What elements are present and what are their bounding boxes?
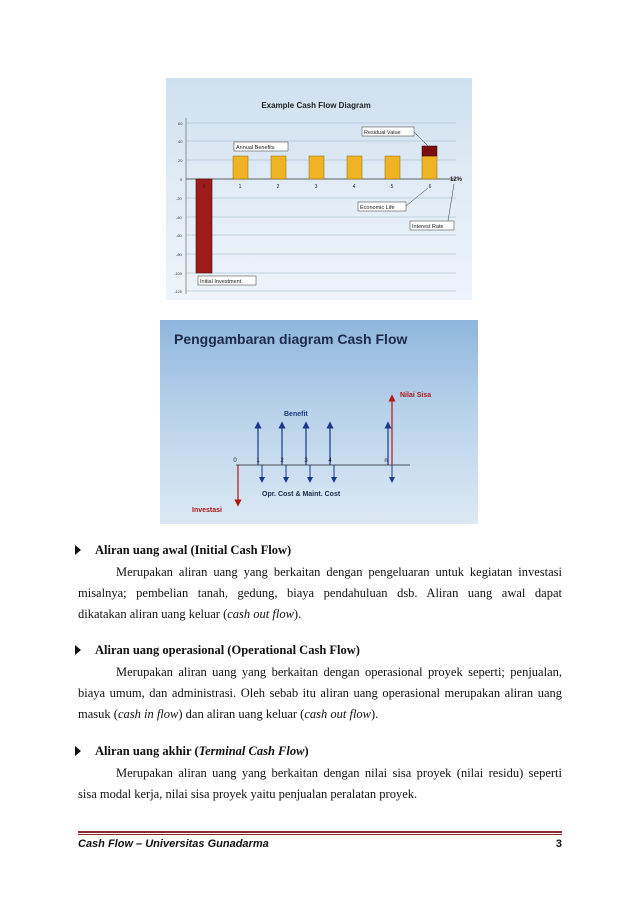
x-tick: 5 xyxy=(390,184,394,190)
bullet-arrow-icon xyxy=(75,746,81,756)
example-cash-flow-figure xyxy=(166,78,472,300)
benefit-bar-6 xyxy=(422,156,437,179)
section-heading-initial xyxy=(95,543,291,558)
footer-rule xyxy=(78,831,562,833)
y-tick: -60 xyxy=(176,233,182,238)
axis-tick: 3 xyxy=(304,458,308,464)
footer-rule-thin xyxy=(78,834,562,835)
section-heading-operational xyxy=(95,643,360,658)
para-line: Merupakan aliran uang yang berkaitan dengan nilai sisa proyek (nilai residu) seperti xyxy=(116,766,562,780)
heading-text: Aliran uang akhir (Terminal Cash Flow) xyxy=(95,744,309,758)
benefit-bar-2 xyxy=(271,156,286,179)
benefit-bar-4 xyxy=(347,156,362,179)
bullet-arrow-icon xyxy=(75,645,81,655)
page-number: 3 xyxy=(555,838,562,850)
benefit-bar-5 xyxy=(385,156,400,179)
section-heading-terminal xyxy=(95,744,309,759)
y-tick: 0 xyxy=(180,177,183,182)
axis-tick: 2 xyxy=(280,458,284,464)
para-line: misalnya; pembelian tanah, gedung, biaya pendahuluan dsb. Aliran uang awal dapat xyxy=(78,586,562,600)
y-tick: 40 xyxy=(178,139,183,144)
axis-tick: 1 xyxy=(256,458,260,464)
initial-investment-label: Initial Investment xyxy=(200,279,242,285)
initial-investment-bar xyxy=(196,179,212,273)
para-line: masuk (cash in flow) dan aliran uang keluar (cash out flow). xyxy=(78,707,379,721)
interest-rate-label: Interest Rate xyxy=(412,224,444,230)
footer-title: Cash Flow – Universitas Gunadarma xyxy=(78,838,269,850)
benefit-label: Benefit xyxy=(284,411,308,418)
x-tick: 4 xyxy=(352,184,356,190)
x-tick: 2 xyxy=(276,184,280,190)
y-tick: -100 xyxy=(174,271,183,276)
heading-text: Aliran uang awal (Initial Cash Flow) xyxy=(95,543,292,557)
para-line: sisa modal kerja, nilai sisa proyek yaitu penjualan peralatan proyek. xyxy=(78,787,418,801)
benefit-bar-3 xyxy=(309,156,324,179)
y-tick: -20 xyxy=(176,196,182,201)
y-tick: 20 xyxy=(178,158,183,163)
heading-text: Aliran uang operasional (Operational Cash Flow) xyxy=(95,643,360,657)
residual-value-label: Residual Value xyxy=(364,130,401,136)
para-line: dikatakan aliran uang keluar (cash out flow). xyxy=(78,607,302,621)
x-tick: 3 xyxy=(314,184,318,190)
figure2-title: Penggambaran diagram Cash Flow xyxy=(174,331,408,347)
example-cash-flow-diagram xyxy=(166,78,472,300)
investasi-label: Investasi xyxy=(192,507,222,514)
para-line: Merupakan aliran uang yang berkaitan dengan operasional proyek seperti; penjualan, xyxy=(116,665,562,679)
y-tick: -120 xyxy=(174,289,183,294)
axis-tick: n xyxy=(384,458,388,464)
penggambaran-diagram-figure xyxy=(160,320,478,524)
benefit-bar-1 xyxy=(233,156,248,179)
residual-value-bar xyxy=(422,146,437,156)
x-tick: 6 xyxy=(428,184,432,190)
axis-tick: 0 xyxy=(233,458,237,464)
bullet-arrow-icon xyxy=(75,545,81,555)
y-tick: -40 xyxy=(176,215,182,220)
para-line: biaya umum, dan administrasi. Oleh sebab itu aliran uang operasional merupakan aliran uang xyxy=(78,686,562,700)
paragraph-operational xyxy=(78,662,562,725)
cash-flow-arrow-diagram xyxy=(160,320,478,524)
economic-life-label: Economic Life xyxy=(360,205,395,211)
rate-label: 12% xyxy=(450,177,463,183)
figure1-title: Example Cash Flow Diagram xyxy=(261,101,371,110)
annual-benefits-label: Annual Benefits xyxy=(236,145,275,151)
opr-cost-label: Opr. Cost & Maint. Cost xyxy=(262,491,341,498)
paragraph-terminal xyxy=(78,763,562,805)
nilai-sisa-label: Nilai Sisa xyxy=(400,392,432,399)
x-tick: 1 xyxy=(238,184,242,190)
axis-tick: 4 xyxy=(328,458,332,464)
y-tick: 60 xyxy=(178,121,183,126)
x-tick: 0 xyxy=(202,184,206,190)
para-line: Merupakan aliran uang yang berkaitan dengan pengeluaran untuk kegiatan investasi xyxy=(116,565,562,579)
paragraph-initial xyxy=(78,562,562,625)
y-tick: -80 xyxy=(176,252,182,257)
